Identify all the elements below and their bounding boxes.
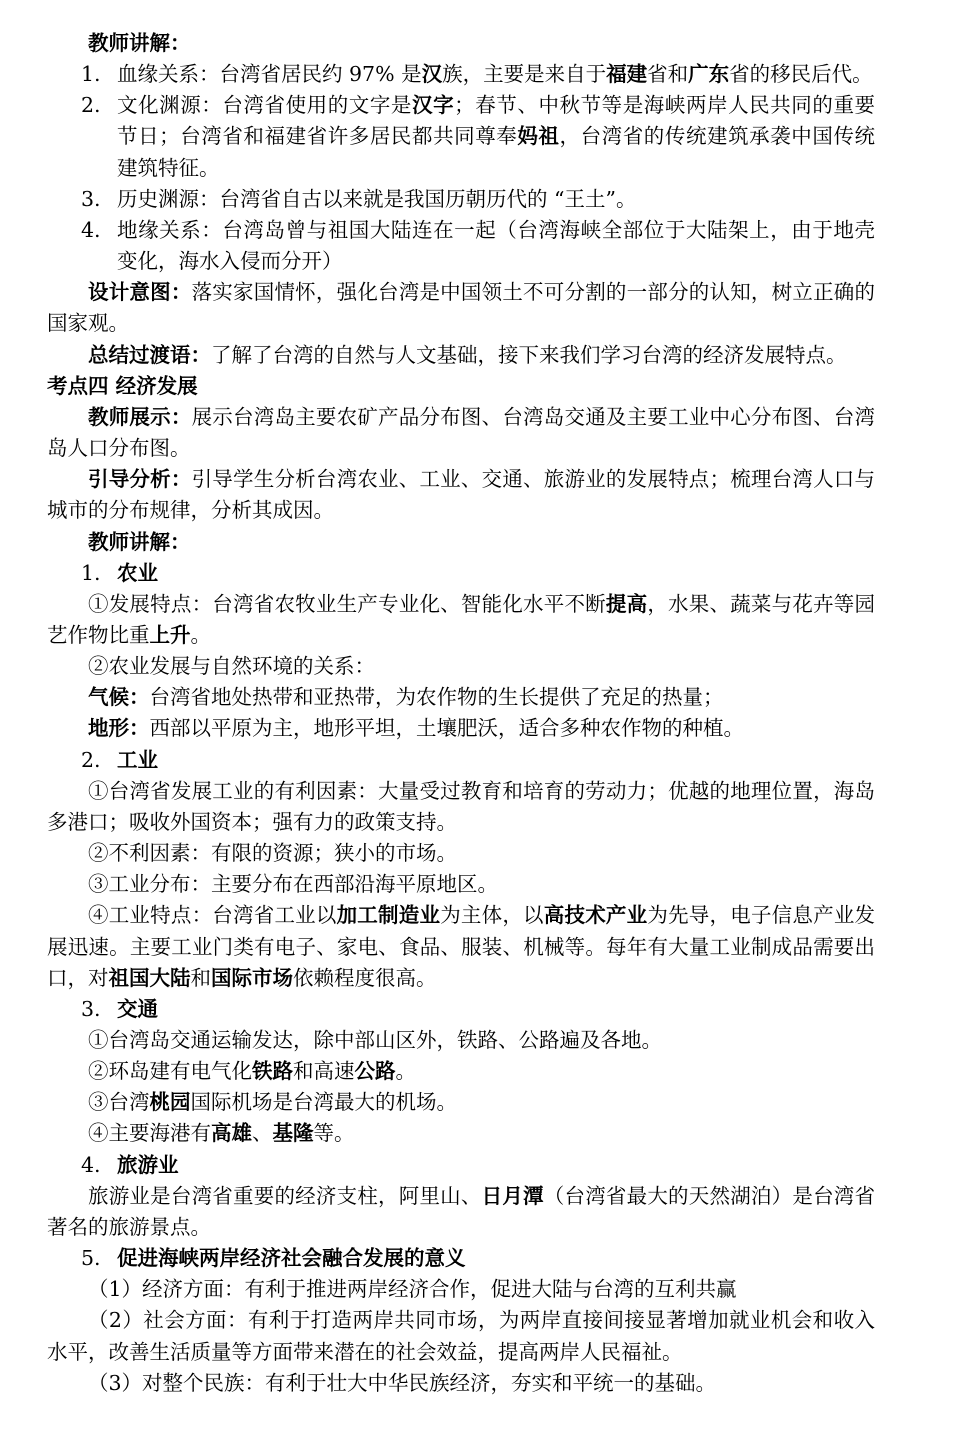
list-item-culture — [47, 90, 875, 183]
agriculture-terrain — [47, 713, 875, 744]
text-segment: ④工业特点：台湾省工业以 — [88, 903, 337, 928]
agriculture-features — [47, 589, 875, 651]
subheading-text: 农业 — [117, 560, 158, 585]
text-segment: ④主要海港有 — [88, 1121, 211, 1146]
bold-term: 妈祖 — [517, 124, 560, 149]
text-segment: 省的移民后代。 — [729, 62, 873, 87]
integration-social — [47, 1305, 875, 1367]
bold-term: 提高 — [605, 591, 648, 616]
text-segment: 历史渊源：台湾省自古以来就是我国历朝历代的 “王土”。 — [117, 186, 637, 211]
paragraph-text: ②农业发展与自然环境的关系： — [88, 654, 375, 679]
paragraph-text: （1）经济方面：有利于推进两岸经济合作，促进大陆与台湾的互利共赢 — [88, 1277, 737, 1302]
label-text: 总结过渡语： — [88, 342, 211, 367]
paragraph-text: 展示台湾岛主要农矿产品分布图、台湾岛交通及主要工业中心分布图、台湾岛人口分布图。 — [47, 404, 876, 461]
subheading-text-wrap — [117, 1243, 875, 1274]
subheading-integration — [47, 1243, 875, 1274]
subheading-tourism — [47, 1150, 875, 1181]
teacher-explanation-label — [47, 527, 875, 558]
paragraph-text: 西部以平原为主，地形平坦，土壤肥沃，适合多种农作物的种植。 — [149, 716, 744, 741]
text-segment: 族，主要是来自于 — [442, 62, 607, 87]
bold-term: 国际市场 — [211, 965, 293, 990]
subheading-agriculture — [47, 558, 875, 589]
bold-term: 公路 — [354, 1059, 396, 1084]
text-segment: 。 — [395, 1059, 416, 1084]
integration-national — [47, 1368, 875, 1399]
bold-term: 高技术产业 — [543, 903, 648, 928]
list-item-geography — [47, 215, 875, 277]
bold-term: 加工制造业 — [336, 903, 441, 928]
text-segment: 旅游业是台湾省重要的经济支柱，阿里山、 — [88, 1183, 482, 1208]
bold-term: 汉 — [421, 62, 443, 87]
list-item-history — [47, 184, 875, 215]
text-segment: ②环岛建有电气化 — [88, 1059, 252, 1084]
industry-disadvantages — [47, 838, 875, 869]
paragraph-text: 落实家国情怀，强化台湾是中国领土不可分割的一部分的认知，树立正确的国家观。 — [47, 280, 876, 336]
label-text: 气候： — [88, 685, 150, 710]
transport-airport — [47, 1087, 875, 1118]
tourism-paragraph — [47, 1181, 875, 1243]
paragraph-text: ①台湾岛交通运输发达，除中部山区外，铁路、公路遍及各地。 — [88, 1028, 662, 1052]
list-number: 4. — [81, 1152, 101, 1177]
bold-term: 桃园 — [149, 1090, 191, 1115]
bold-term: 高雄 — [211, 1121, 252, 1146]
subheading-transport — [47, 994, 875, 1025]
text-segment: ③台湾 — [88, 1090, 150, 1115]
subheading-text-wrap — [117, 994, 875, 1025]
guidance-paragraph — [47, 464, 875, 526]
heading-text: 考点四 经济发展 — [47, 373, 198, 398]
list-item-body — [117, 90, 875, 183]
subheading-text-wrap — [117, 558, 875, 589]
bold-term: 基隆 — [272, 1121, 314, 1146]
bold-term: 日月潭 — [481, 1183, 544, 1208]
transition-paragraph — [47, 340, 875, 371]
paragraph-text: 台湾省地处热带和亚热带，为农作物的生长提供了充足的热量； — [149, 685, 724, 710]
subheading-industry — [47, 745, 875, 776]
text-segment: 依赖程度很高。 — [293, 965, 437, 990]
label-text: 引导分析： — [88, 467, 192, 492]
label-text: 地形： — [88, 716, 150, 741]
subheading-text: 工业 — [117, 747, 158, 772]
text-segment: 等。 — [313, 1121, 355, 1146]
paragraph-text: ②不利因素：有限的资源；狭小的市场。 — [88, 841, 457, 866]
text-segment: 国际机场是台湾最大的机场。 — [190, 1090, 457, 1115]
label-text: 教师展示： — [88, 404, 192, 429]
agriculture-environment — [47, 651, 875, 682]
text-segment: 为主体，以 — [440, 903, 544, 928]
paragraph-text: ③工业分布：主要分布在西部沿海平原地区。 — [88, 872, 498, 897]
integration-economic — [47, 1274, 875, 1305]
section-heading — [47, 371, 875, 402]
text-segment: 和高速 — [293, 1059, 355, 1084]
text-segment: ①发展特点：台湾省农牧业生产专业化、智能化水平不断 — [88, 591, 606, 616]
transport-roads — [47, 1056, 875, 1087]
industry-advantages — [47, 776, 875, 838]
design-intent-paragraph — [47, 277, 875, 339]
text-segment: 为先导，电子信息产业发展迅速。主要工业门类有电子、家电、食品、服装、机械等。每年有大量工业制成品需要出口，对 — [47, 903, 876, 990]
text-segment: （台湾省最大的天然湖泊）是台湾省著名的旅游景点。 — [47, 1183, 876, 1239]
document-page — [47, 28, 875, 1399]
industry-features — [47, 900, 875, 993]
list-number: 1. — [81, 560, 101, 585]
list-number: 3. — [81, 186, 101, 211]
industry-distribution — [47, 869, 875, 900]
text-segment: ，水果、蔬菜与花卉等园艺作物比重 — [47, 591, 876, 647]
transport-seaports — [47, 1118, 875, 1149]
subheading-text: 促进海峡两岸经济社会融合发展的意义 — [117, 1246, 466, 1271]
subheading-text: 交通 — [117, 996, 158, 1021]
subheading-text-wrap — [117, 745, 875, 776]
label-text: 教师讲解： — [88, 31, 191, 55]
bold-term: 祖国大陆 — [108, 965, 191, 990]
paragraph-text: （3）对整个民族：有利于壮大中华民族经济，夯实和平统一的基础。 — [88, 1370, 717, 1395]
text-segment: 文化渊源：台湾省使用的文字是 — [117, 93, 412, 118]
text-segment: ；春节、中秋节等是海峡两岸人民共同的重要节日；台湾省和福建省许多居民都共同尊奉 — [117, 93, 876, 149]
bold-term: 铁路 — [252, 1059, 293, 1084]
list-number: 1. — [81, 62, 101, 87]
agriculture-climate — [47, 682, 875, 713]
bold-term: 福建 — [606, 62, 648, 87]
bold-term: 广东 — [688, 62, 730, 87]
paragraph-text: ①台湾省发展工业的有利因素：大量受过教育和培育的劳动力；优越的地理位置，海岛多港口；吸收外国资本；强有力的政策支持。 — [47, 778, 875, 834]
list-number: 2. — [81, 93, 101, 118]
text-segment: 和 — [190, 965, 211, 990]
text-segment: 。 — [190, 622, 211, 647]
list-item-kinship — [47, 59, 875, 90]
paragraph-text: （2）社会方面：有利于打造两岸共同市场，为两岸直接间接显著增加就业机会和收入水平，改善生活质量等方面带来潜在的社会效益，提高两岸人民福祉。 — [47, 1308, 875, 1364]
subheading-text: 旅游业 — [117, 1152, 179, 1177]
list-number: 4. — [81, 217, 101, 242]
teacher-explanation-label — [47, 28, 875, 59]
text-segment: 血缘关系：台湾省居民约 97% 是 — [117, 62, 422, 87]
text-segment: ，台湾省的传统建筑承袭中国传统建筑特征。 — [117, 124, 876, 180]
list-item-body — [117, 184, 875, 215]
text-segment: 地缘关系：台湾岛曾与祖国大陆连在一起（台湾海峡全部位于大陆架上，由于地壳变化，海水入侵而分开） — [117, 217, 875, 274]
list-item-body — [117, 215, 875, 277]
text-segment: 省和 — [647, 62, 689, 87]
bold-term: 汉字 — [412, 93, 455, 118]
list-number: 3. — [81, 996, 101, 1021]
label-text: 设计意图： — [88, 280, 192, 305]
paragraph-text: 引导学生分析台湾农业、工业、交通、旅游业的发展特点；梳理台湾人口与城市的分布规律，分析其成因。 — [47, 467, 876, 523]
transport-overview — [47, 1025, 875, 1056]
showcase-paragraph — [47, 402, 875, 464]
text-segment: 、 — [252, 1121, 273, 1146]
label-text: 教师讲解： — [88, 529, 191, 554]
paragraph-text: 了解了台湾的自然与人文基础，接下来我们学习台湾的经济发展特点。 — [211, 342, 847, 367]
list-number: 5. — [81, 1246, 101, 1271]
subheading-text-wrap — [117, 1150, 875, 1181]
list-number: 2. — [81, 747, 101, 772]
list-item-body — [117, 59, 875, 90]
bold-term: 上升 — [149, 622, 191, 647]
